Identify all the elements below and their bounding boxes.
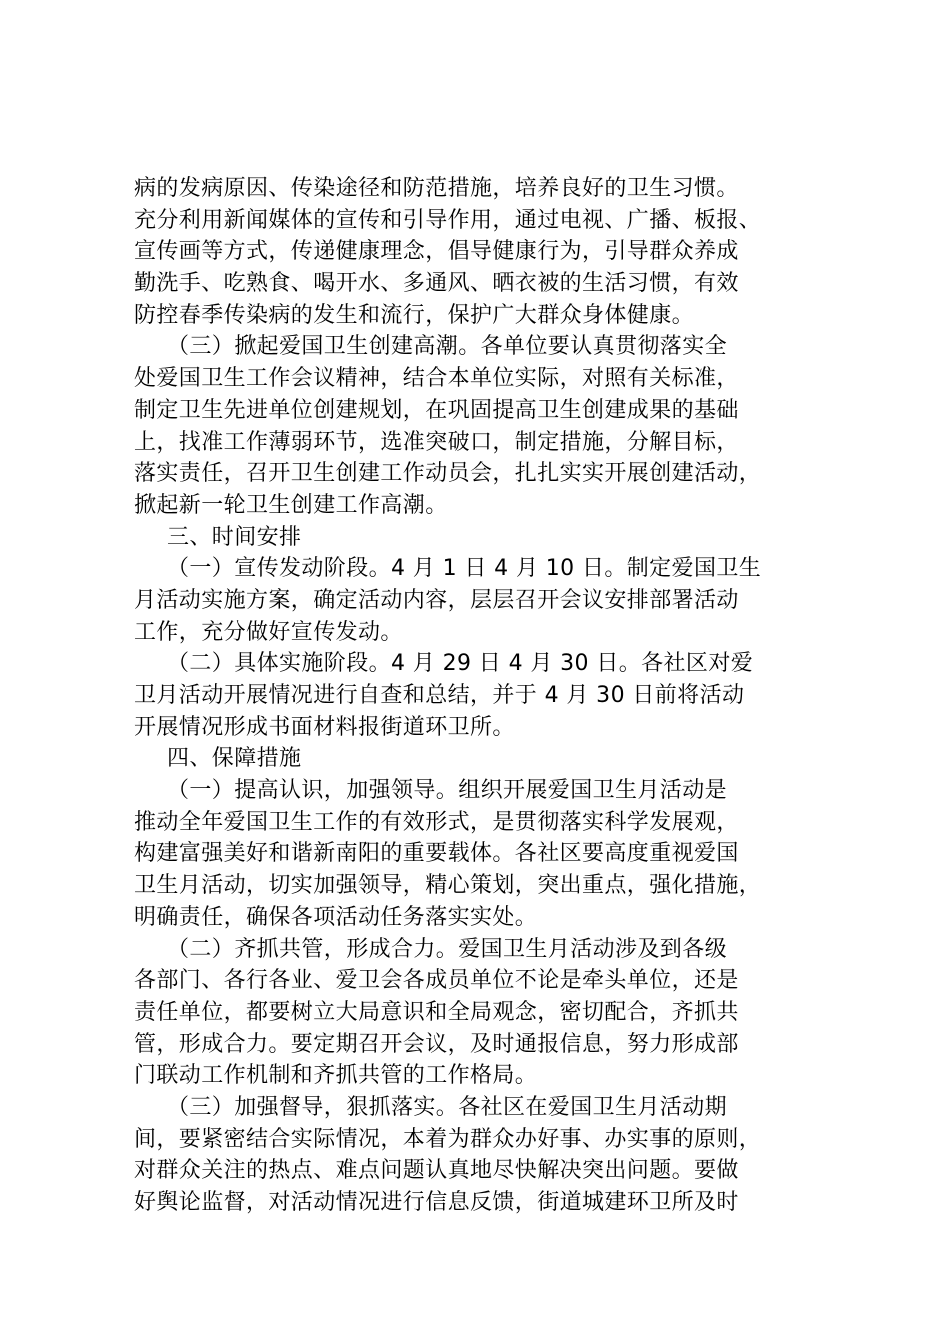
text-line: 制定卫生先进单位创建规划，在巩固提高卫生创建成果的基础: [134, 397, 739, 423]
text-line: 上，找准工作薄弱环节，选准突破口，制定措施，分解目标，: [134, 429, 739, 455]
text-line: 工作，充分做好宣传发动。: [134, 619, 403, 645]
subsection-heading-line: （三）掀起爱国卫生创建高潮。各单位要认真贯彻落实全: [167, 334, 728, 360]
text-line: 好舆论监督，对活动情况进行信息反馈，街道城建环卫所及时: [134, 1190, 739, 1215]
subsection-heading-line: （三）加强督导，狠抓落实。各社区在爱国卫生月活动期: [167, 1094, 728, 1120]
text-line: 病的发病原因、传染途径和防范措施，培养良好的卫生习惯。: [134, 176, 739, 201]
subsection-heading-line: （一）提高认识，加强领导。组织开展爱国卫生月活动是: [167, 778, 728, 804]
text-line: 构建富强美好和谐新南阳的重要载体。各社区要高度重视爱国: [134, 841, 739, 867]
text-line: 门联动工作机制和齐抓共管的工作格局。: [134, 1063, 538, 1089]
text-line: 卫月活动开展情况进行自查和总结，并于 4 月 30 日前将活动: [134, 683, 745, 708]
document-body: [134, 173, 850, 1219]
text-line: 充分利用新闻媒体的宣传和引导作用，通过电视、广播、板报、: [134, 207, 762, 233]
text-line: 月活动实施方案，确定活动内容，层层召开会议安排部署活动: [134, 587, 739, 613]
text-line: 推动全年爱国卫生工作的有效形式，是贯彻落实科学发展观，: [134, 809, 739, 835]
text-line: 明确责任，确保各项活动任务落实实处。: [134, 904, 538, 930]
subsection-heading-line: （一）宣传发动阶段。4 月 1 日 4 月 10 日。制定爱国卫生: [167, 556, 762, 582]
text-line: 间，要紧密结合实际情况，本着为群众办好事、办实事的原则，: [134, 1126, 762, 1152]
text-line: 各部门、各行各业、爱卫会各成员单位不论是牵头单位，还是: [134, 968, 739, 994]
text-line: 宣传画等方式，传递健康理念，倡导健康行为，引导群众养成: [134, 239, 739, 265]
text-line: 落实责任，召开卫生创建工作动员会，扎扎实实开展创建活动，: [134, 461, 762, 487]
section-heading: 三、时间安排: [167, 524, 302, 550]
text-line: 掀起新一轮卫生创建工作高潮。: [134, 492, 448, 518]
text-line: 管，形成合力。要定期召开会议，及时通报信息，努力形成部: [134, 1031, 739, 1057]
text-line: 对群众关注的热点、难点问题认真地尽快解决突出问题。要做: [134, 1158, 739, 1184]
text-line: 勤洗手、吃熟食、喝开水、多通风、晒衣被的生活习惯，有效: [134, 271, 739, 297]
subsection-heading-line: （二）齐抓共管，形成合力。爱国卫生月活动涉及到各级: [167, 936, 728, 962]
subsection-heading-line: （二）具体实施阶段。4 月 29 日 4 月 30 日。各社区对爱: [167, 651, 754, 677]
text-line: 处爱国卫生工作会议精神，结合本单位实际，对照有关标准，: [134, 366, 739, 392]
text-line: 开展情况形成书面材料报街道环卫所。: [134, 714, 515, 740]
text-line: 卫生月活动，切实加强领导，精心策划，突出重点，强化措施，: [134, 873, 762, 899]
text-line: 责任单位，都要树立大局意识和全局观念，密切配合，齐抓共: [134, 999, 739, 1025]
text-line: 防控春季传染病的发生和流行，保护广大群众身体健康。: [134, 302, 695, 328]
section-heading: 四、保障措施: [167, 746, 302, 772]
